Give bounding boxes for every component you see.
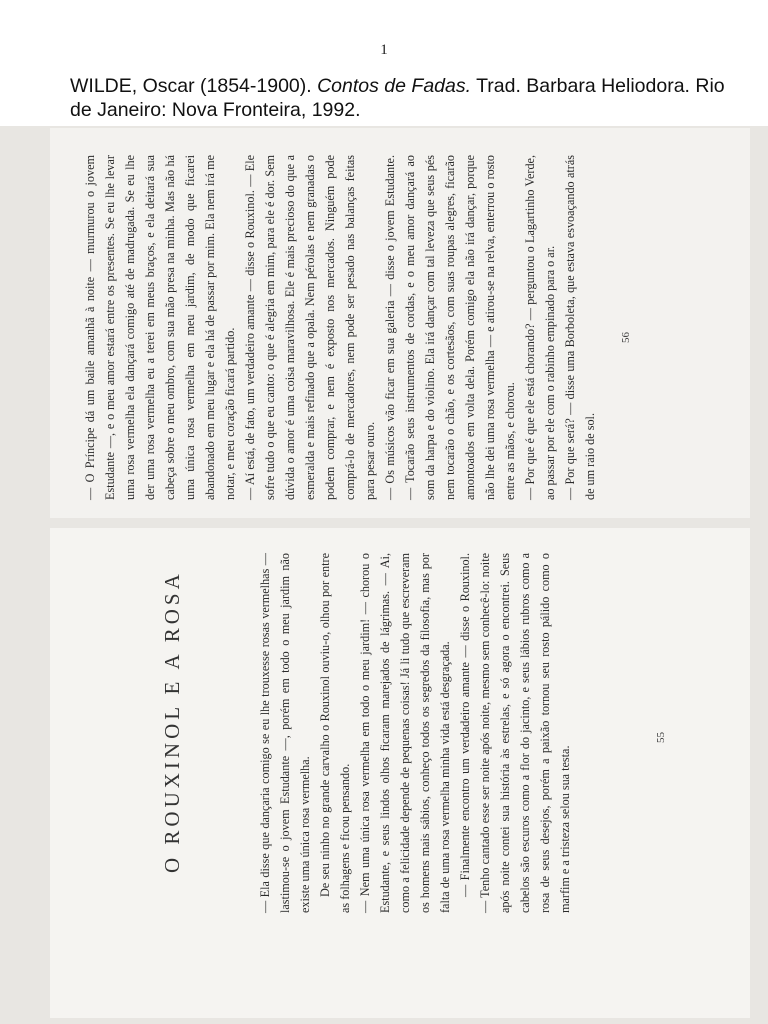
paragraph: — Ela disse que dançaria comigo se eu lhe trouxesse rosas vermelhas — lastimou-se o jovem Estudante —, porém em todo o meu jardim não existe uma única rosa vermelha. <box>258 553 312 913</box>
paragraph: De seu ninho no grande carvalho o Rouxinol ouviu-o, olhou por entre as folhagens e ficou pensando. <box>318 553 352 913</box>
citation-title: Contos de Fadas. <box>317 75 472 97</box>
paragraph: — O Príncipe dá um baile amanhã à noite — murmurou o jovem Estudante —, e o meu amor estará entre os presentes. Se eu lhe levar uma rosa vermelha ela dançará comigo até de madrugada. Se eu lhe der uma rosa vermelha eu a terei em meus braços, e ela deitará sua cabeça sobre o meu ombro, com sua mão presa na minha. Mas não há uma única rosa vermelha em meu jardim, de modo que ficarei abandonado em meu lugar e ela há de passar por mim. Ela nem irá me notar, e meu coração ficará partido. <box>83 155 237 500</box>
paragraph: — Os músicos vão ficar em sua galeria — disse o jovem Estudante. — Tocarão seus instrumentos de cordas, e o meu amor dançará ao som da harpa e do violino. Ela irá dançar com tal leveza que seus pés nem tocarão o chão, e os cortesãos, com suas roupas alegres, ficarão amontoados em volta dela. Porém comigo ela não irá dançar, porque não lhe dei uma rosa vermelha — e atirou-se na relva, enterrou o rosto entre as mãos, e chorou. <box>383 155 517 500</box>
paragraph: — Nem uma única rosa vermelha em todo o meu jardim! — chorou o Estudante, e seus lindos olhos ficaram marejados de lágrimas. — Ai, como a felicidade depende de pequenas coisas! Já li tudo que escreveram os homens mais sábios, conheço todos os segredos da filosofia, mas por falta de uma rosa vermelha minha vida está desgraçada. <box>358 553 452 913</box>
paragraph: — Por que é que ele está chorando? — perguntou o Lagartinho Verde, ao passar por ele com o rabinho empinado para o ar. <box>523 155 557 500</box>
paragraph: — Aí está, de fato, um verdadeiro amante — disse o Rouxinol. — Ele sofre tudo o que eu canto: o que é alegria em mim, para ele é dor. Sem dúvida o amor é uma coisa maravilhosa. Ele é mais precioso do que a esmeralda e mais refinado que a opala. Nem pérolas e nem granadas o podem comprar, e nem é exposto nos mercados. Ninguém pode comprá-lo de mercadores, nem pode ser pesado nas balanças feitas para pesar ouro. <box>243 155 377 500</box>
book-page-56 <box>50 128 750 518</box>
book-page-55 <box>50 528 750 1018</box>
citation-author-year: WILDE, Oscar (1854-1900). <box>70 75 318 97</box>
page-56-folio: 56 <box>620 332 632 343</box>
page-55-folio: 55 <box>655 732 667 743</box>
page-56-text <box>80 155 600 500</box>
paragraph: — Por que será? — disse uma Borboleta, que estava esvoaçando atrás de um raio de sol. <box>563 155 597 500</box>
paragraph: — Finalmente encontro um verdadeiro amante — disse o Rouxinol. — Tenho cantado esse ser noite após noite, mesmo sem conhecê-lo: noite após noite contei sua história às estrelas, e só agora o encontrei. Seus cabelos são escuros como a flor do jacinto, e seus lábios rubros como a rosa de seus desejos, porém a paixão tornou seu rosto pálido como o marfim e a tristeza selou sua testa. <box>458 553 572 913</box>
page-number: 1 <box>380 42 388 58</box>
story-title: O ROUXINOL E A ROSA <box>160 570 184 873</box>
page-55-text <box>255 553 575 913</box>
citation-publisher: Trad. Barbara Heliodora. Rio de Janeiro: Nova Fronteira, 1992. <box>70 75 725 121</box>
bibliographic-citation <box>70 74 750 122</box>
